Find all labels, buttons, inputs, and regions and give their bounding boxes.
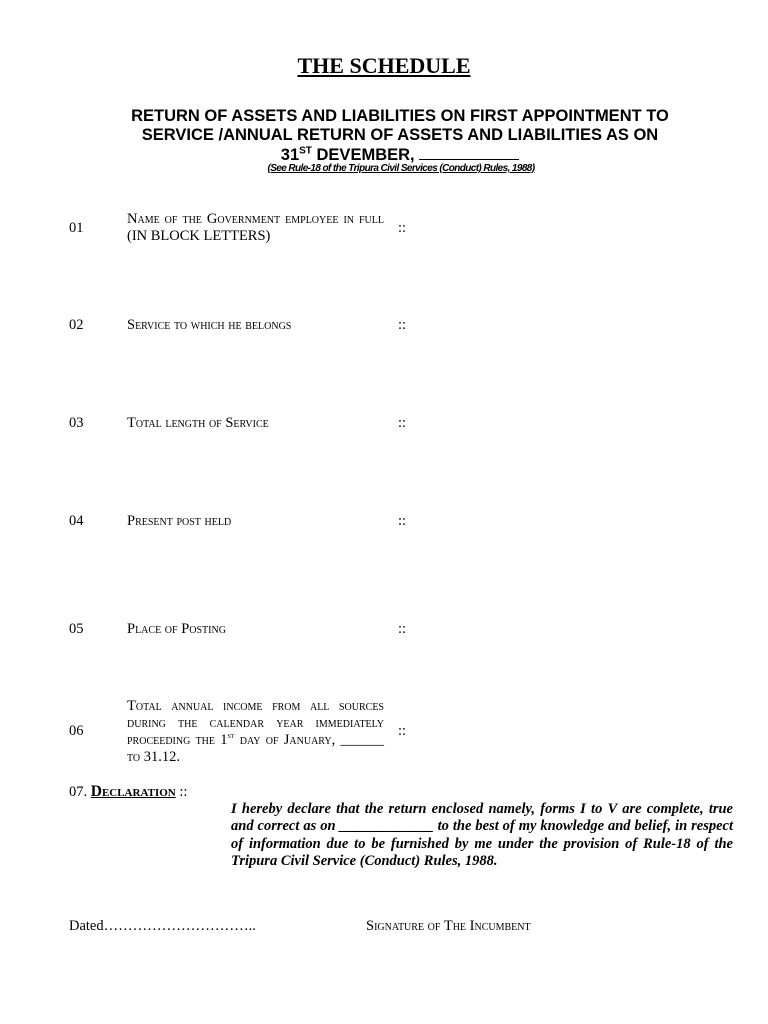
field-label-place-of-posting: Place of Posting <box>127 621 226 637</box>
declaration-heading-row <box>69 783 187 801</box>
field-label-service: Service to which he belongs <box>127 317 292 333</box>
year-blank <box>419 145 519 160</box>
field-number: 06 <box>69 723 84 739</box>
signature-label: Signature of The Incumbent <box>366 918 531 934</box>
field-separator: :: <box>398 220 407 236</box>
field-label-present-post: Present post held <box>127 513 232 529</box>
heading-line-1: RETURN OF ASSETS AND LIABILITIES ON FIRST APPOINTMENT TO <box>131 107 669 125</box>
heading-line-3 <box>90 145 710 165</box>
annual-income-text-end: day of January, ______ to 31.12. <box>127 732 384 765</box>
field-number: 01 <box>69 220 84 236</box>
declaration-separator: :: <box>179 784 188 800</box>
heading-day-suffix: ST <box>299 145 312 157</box>
field-number: 04 <box>69 513 84 529</box>
field-separator: :: <box>398 317 407 333</box>
heading-day: 31 <box>280 146 300 164</box>
declaration-number: 07. <box>69 784 88 800</box>
dated-field: Dated………………………….. <box>69 918 256 934</box>
annual-income-text: Total annual income from all sources during the calendar year immediately proceeding the 1 <box>127 698 384 748</box>
ordinal-suffix: st <box>227 731 235 741</box>
field-label-employee-name: Name of the Government employee in full (IN BLOCK LETTERS) <box>127 211 384 244</box>
field-number: 02 <box>69 317 84 333</box>
field-number: 05 <box>69 621 84 637</box>
schedule-title: THE SCHEDULE <box>297 53 471 78</box>
heading-line-2: SERVICE /ANNUAL RETURN OF ASSETS AND LIABILITIES AS ON <box>141 126 659 144</box>
field-separator: :: <box>398 723 407 739</box>
field-number: 03 <box>69 415 84 431</box>
field-separator: :: <box>398 513 407 529</box>
rule-reference-note: (See Rule-18 of the Tripura Civil Services (Conduct) Rules, 1988) <box>267 163 535 174</box>
declaration-text: I hereby declare that the return enclosed namely, forms I to V are complete, true and correct as on _____________ to the best of my knowledge and belief, in respect of information due to be furnished by me under the provision of Rule-18 of the Tripura Civil Service (Conduct) Rules, 1988. <box>231 801 733 869</box>
field-label-annual-income <box>127 698 384 766</box>
field-separator: :: <box>398 415 407 431</box>
heading-month: DEVEMBER, <box>316 146 415 164</box>
field-label-length-of-service: Total length of Service <box>127 415 269 431</box>
declaration-heading: Declaration <box>90 783 176 800</box>
field-separator: :: <box>398 621 407 637</box>
